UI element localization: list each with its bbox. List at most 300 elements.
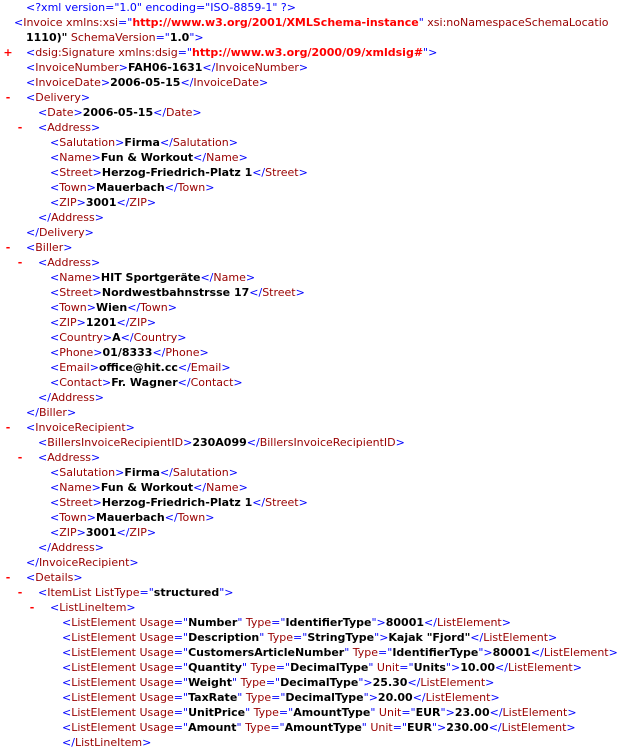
- xml-tag-name: Details: [35, 571, 74, 584]
- xml-attribute-name: Unit: [378, 706, 402, 719]
- xml-line-content: [26, 0, 296, 15]
- xml-bracket: <: [62, 721, 72, 734]
- xml-bracket: <: [26, 421, 36, 434]
- xml-bracket: >: [192, 106, 202, 119]
- billers-invoice-recipient-id-node: [0, 435, 642, 450]
- xml-line-content: [50, 315, 156, 330]
- xml-bracket: </: [38, 541, 51, 554]
- xml-tag-name: ListElement: [436, 616, 502, 629]
- xml-bracket: >: [183, 436, 193, 449]
- xml-bracket: </: [180, 76, 194, 89]
- xml-tag-name: InvoiceNumber: [215, 61, 299, 74]
- xml-tag-name: InvoiceDate: [193, 76, 259, 89]
- xml-text-value: 80001: [492, 646, 531, 659]
- xml-attribute-name: xsi:noNamespaceSchemaLocatio: [427, 16, 609, 29]
- xml-bracket: <: [62, 646, 72, 659]
- list-element-node: [0, 630, 642, 645]
- xml-tag-name: Town: [177, 511, 206, 524]
- xml-bracket: >: [86, 181, 96, 194]
- xml-line-content: [62, 720, 576, 735]
- collapse-toggle[interactable]: -: [5, 421, 11, 434]
- xml-text-value: office@hit.cc: [98, 361, 178, 374]
- xml-bracket: >: [199, 346, 209, 359]
- xml-tag-name: ListElement: [425, 691, 491, 704]
- biller-phone-node: [0, 345, 642, 360]
- xml-attribute-value: UnitPrice: [188, 706, 246, 719]
- xml-bracket: <: [50, 151, 60, 164]
- xml-text-value: A: [112, 331, 121, 344]
- xml-line-content: [38, 390, 104, 405]
- xml-attribute-name: ListType: [95, 586, 140, 599]
- xml-tag-name: ItemList: [47, 586, 92, 599]
- biller-contact-node: [0, 375, 642, 390]
- xml-tag-name: Salutation: [59, 466, 116, 479]
- delivery-street-node: [0, 165, 642, 180]
- xml-line-content: [50, 195, 156, 210]
- xml-tag-name: ListElement: [501, 721, 567, 734]
- xml-bracket: ": [241, 661, 251, 674]
- collapse-toggle[interactable]: -: [17, 121, 23, 134]
- list-element-node: [0, 675, 642, 690]
- xml-line-content: [62, 690, 500, 705]
- xml-attribute-value: AmountType: [284, 721, 362, 734]
- xml-bracket: >: [91, 481, 101, 494]
- xml-bracket: </: [407, 676, 421, 689]
- xml-attribute-value: structured: [153, 586, 220, 599]
- xml-attribute-value: http://www.w3.org/2000/09/xmldsig#: [191, 46, 424, 59]
- xml-tag-name: Email: [190, 361, 222, 374]
- xml-attribute-name: Unit: [370, 721, 393, 734]
- xml-tag-name: Delivery: [38, 226, 85, 239]
- list-line-item-partial: [0, 735, 642, 750]
- xml-text-value: Herzog-Friedrich-Platz 1: [101, 496, 253, 509]
- xml-bracket: =": [155, 31, 170, 44]
- collapse-toggle[interactable]: -: [5, 571, 11, 584]
- invoice-open-tag-continued: [0, 30, 642, 45]
- xml-bracket: </: [495, 661, 508, 674]
- xml-bracket: >: [86, 301, 96, 314]
- delivery-name-node: [0, 150, 642, 165]
- xml-text-value: 1110)": [26, 31, 68, 44]
- xml-tag-name: ListElement: [507, 661, 573, 674]
- xml-line-content: [62, 735, 151, 750]
- xml-bracket: </: [177, 376, 191, 389]
- xml-bracket: </: [120, 331, 134, 344]
- xml-bracket: >: [93, 346, 103, 359]
- xml-bracket: >: [437, 721, 447, 734]
- xml-attribute-name: Usage: [139, 691, 174, 704]
- xml-bracket: >: [102, 331, 113, 344]
- xml-bracket: <: [50, 376, 60, 389]
- xml-line-content: [26, 30, 204, 45]
- xml-text-value: 1201: [85, 316, 117, 329]
- xml-bracket: >: [146, 526, 157, 539]
- xml-bracket: </: [159, 466, 173, 479]
- xml-text-value: 01/8333: [102, 346, 153, 359]
- xml-tag-name: ListLineItem: [59, 601, 127, 614]
- xml-line-content: [62, 645, 618, 660]
- xml-bracket: </: [153, 106, 167, 119]
- xml-tag-name: ListElement: [483, 631, 549, 644]
- xml-line-content: [26, 420, 135, 435]
- xml-bracket: >: [86, 511, 96, 524]
- xml-text-value: 80001: [385, 616, 425, 629]
- xml-bracket: >: [94, 391, 104, 404]
- xml-bracket: </: [530, 646, 544, 659]
- xml-tag-name: Phone: [165, 346, 200, 359]
- xml-bracket: </: [252, 166, 266, 179]
- xml-bracket: >: [566, 721, 576, 734]
- xml-bracket: <: [50, 466, 60, 479]
- collapse-toggle[interactable]: [0, 15, 2, 30]
- xml-bracket: =": [278, 706, 294, 719]
- collapse-toggle[interactable]: -: [5, 91, 11, 104]
- xml-attribute-value: Weight: [188, 676, 232, 689]
- xml-line-content: [62, 705, 577, 720]
- details-node: [0, 570, 642, 585]
- xml-declaration: <?xml version="1.0" encoding="ISO-8859-1" ?>: [26, 1, 296, 14]
- xml-bracket: >: [84, 226, 94, 239]
- xml-bracket: >: [102, 376, 112, 389]
- xml-line-content: [62, 675, 494, 690]
- xml-bracket: >: [167, 301, 177, 314]
- xml-bracket: >: [259, 76, 269, 89]
- xml-bracket: <: [50, 496, 60, 509]
- xml-line-content: [50, 135, 238, 150]
- xml-bracket: ">: [423, 46, 438, 59]
- collapse-toggle[interactable]: -: [29, 601, 35, 614]
- xml-bracket: </: [489, 706, 503, 719]
- xml-attribute-name: Type: [253, 706, 279, 719]
- delivery-zip-node: [0, 195, 642, 210]
- xml-tag-name: Contact: [190, 376, 234, 389]
- xml-tag-name: Street: [59, 286, 93, 299]
- expand-toggle[interactable]: +: [3, 46, 13, 59]
- xml-line-content: [38, 105, 202, 120]
- xml-attribute-value: DecimalType: [280, 676, 359, 689]
- recipient-town-node: [0, 510, 642, 525]
- xml-attribute-name: Unit: [376, 661, 400, 674]
- xml-tag-name: Country: [133, 331, 178, 344]
- xml-bracket: </: [152, 346, 166, 359]
- xml-attribute-name: Type: [267, 631, 294, 644]
- xml-attribute-value: IdentifierType: [285, 616, 372, 629]
- xml-bracket: >: [73, 106, 83, 119]
- xml-line-content: [26, 60, 308, 75]
- xml-tag-name: ZIP: [129, 196, 147, 209]
- xml-bracket: </: [127, 301, 141, 314]
- xml-line-content: [26, 75, 268, 90]
- xml-attribute-value: IdentifierType: [392, 646, 479, 659]
- xml-bracket: =": [173, 616, 189, 629]
- xml-line-content: [50, 465, 238, 480]
- xml-bracket: <: [50, 331, 60, 344]
- xml-bracket: </: [38, 391, 51, 404]
- invoice-open-tag: [0, 15, 642, 30]
- xml-bracket: =": [265, 676, 281, 689]
- biller-town-node: [0, 300, 642, 315]
- xml-line-content: [26, 45, 437, 60]
- xml-tag-name: ListElement: [71, 721, 136, 734]
- xml-attribute-name: Type: [352, 646, 379, 659]
- xml-bracket: ": [440, 706, 446, 719]
- xml-tag-name: Name: [206, 481, 239, 494]
- xml-bracket: >: [125, 421, 135, 434]
- xml-tag-name: Street: [265, 496, 299, 509]
- xml-tag-name: ZIP: [59, 196, 77, 209]
- xml-tag-name: Biller: [38, 406, 67, 419]
- biller-close: [0, 405, 642, 420]
- xml-tag-name: Town: [59, 511, 87, 524]
- xml-bracket: >: [92, 286, 102, 299]
- xml-bracket: ": [374, 631, 380, 644]
- xml-line-content: [38, 210, 104, 225]
- xml-text-value: Fr. Wagner: [111, 376, 178, 389]
- xml-bracket: >: [118, 61, 128, 74]
- xml-text-value: 2006-05-15: [110, 76, 181, 89]
- xml-attribute-value: CustomersArticleNumber: [188, 646, 345, 659]
- xml-text-value: Nordwestbahnstrsse 17: [101, 286, 250, 299]
- xml-bracket: >: [94, 541, 104, 554]
- xml-text-value: Wien: [96, 301, 128, 314]
- xml-bracket: >: [363, 676, 373, 689]
- xml-text-value: 23.00: [454, 706, 490, 719]
- collapse-toggle[interactable]: -: [5, 241, 11, 254]
- xml-bracket: >: [126, 601, 136, 614]
- xml-bracket: </: [177, 361, 191, 374]
- xml-bracket: </: [424, 616, 437, 629]
- xml-attribute-value: Amount: [188, 721, 237, 734]
- xml-bracket: </: [249, 286, 263, 299]
- xml-tag-name: Name: [59, 481, 92, 494]
- xml-bracket: >: [233, 376, 243, 389]
- xml-bracket: >: [91, 151, 101, 164]
- xml-bracket: ": [237, 616, 246, 629]
- xml-bracket: >: [445, 706, 455, 719]
- xml-attribute-value: 1.0: [169, 31, 190, 44]
- xml-bracket: </: [26, 226, 39, 239]
- xml-line-content: [26, 225, 94, 240]
- xml-bracket: <: [62, 706, 72, 719]
- xml-line-content: [50, 300, 177, 315]
- xml-bracket: >: [142, 736, 152, 749]
- xml-bracket: <: [26, 241, 36, 254]
- xml-text-value: 10.00: [460, 661, 495, 674]
- xml-tag-name: Salutation: [59, 136, 116, 149]
- xml-bracket: =": [173, 691, 189, 704]
- biller-address-node: [0, 255, 642, 270]
- biller-node: [0, 240, 642, 255]
- xml-bracket: <: [38, 586, 48, 599]
- xml-line-content: [26, 570, 83, 585]
- xml-attribute-value: EUR: [407, 721, 432, 734]
- xml-bracket: </: [202, 61, 216, 74]
- xml-bracket: >: [115, 466, 125, 479]
- xml-line-content: [50, 345, 209, 360]
- list-element-node: [0, 690, 642, 705]
- xml-attribute-value: EUR: [415, 706, 441, 719]
- xml-bracket: ": [358, 676, 364, 689]
- xml-tag-name: InvoiceNumber: [35, 61, 119, 74]
- xml-bracket: >: [395, 436, 405, 449]
- xml-bracket: <: [50, 271, 60, 284]
- xml-tag-name: Street: [59, 496, 93, 509]
- xml-bracket: >: [238, 151, 248, 164]
- delivery-salutation-node: [0, 135, 642, 150]
- xml-tag-name: Email: [59, 361, 90, 374]
- xml-bracket: >: [92, 496, 102, 509]
- xml-tag-name: BillersInvoiceRecipientID: [259, 436, 396, 449]
- xml-bracket: >: [228, 136, 238, 149]
- xml-bracket: >: [295, 286, 305, 299]
- xml-bracket: >: [501, 616, 511, 629]
- xml-text-value: 3001: [85, 196, 117, 209]
- xml-bracket: </: [252, 496, 266, 509]
- xml-bracket: ": [361, 721, 367, 734]
- xml-tag-name: Address: [50, 391, 95, 404]
- list-element-node: [0, 645, 642, 660]
- xml-bracket: <: [50, 181, 60, 194]
- xml-bracket: </: [193, 151, 207, 164]
- xml-tag-name: ListElement: [71, 676, 136, 689]
- xml-bracket: >: [80, 91, 91, 104]
- xml-line-content: [50, 495, 308, 510]
- xml-tag-name: ListElement: [543, 646, 609, 659]
- xml-bracket: ": [368, 661, 374, 674]
- xml-attribute-value: AmountType: [293, 706, 371, 719]
- xml-bracket: ": [431, 721, 438, 734]
- xml-tag-name: Salutation: [172, 136, 229, 149]
- xml-bracket: >: [490, 691, 500, 704]
- xml-bracket: ": [245, 706, 254, 719]
- xml-bracket: =": [173, 631, 189, 644]
- xml-attribute-name: Type: [245, 616, 272, 629]
- collapse-toggle[interactable]: -: [17, 586, 23, 599]
- xml-bracket: >: [379, 631, 389, 644]
- xml-tag-name: ListElement: [71, 691, 136, 704]
- xml-bracket: >: [483, 646, 493, 659]
- xml-bracket: >: [91, 451, 101, 464]
- xml-bracket: >: [63, 241, 73, 254]
- xml-bracket: ": [370, 706, 376, 719]
- xml-bracket: =": [271, 616, 286, 629]
- xml-bracket: >: [450, 661, 461, 674]
- xml-bracket: <: [50, 481, 60, 494]
- xml-tag-name: ListElement: [502, 706, 568, 719]
- xml-attribute-name: Type: [245, 691, 272, 704]
- recipient-address-node: [0, 450, 642, 465]
- xml-bracket: >: [76, 526, 86, 539]
- xml-tag-name: Name: [213, 271, 246, 284]
- xml-bracket: =": [118, 16, 133, 29]
- collapse-toggle[interactable]: -: [17, 256, 23, 269]
- xml-bracket: </: [193, 481, 207, 494]
- biller-street-node: [0, 285, 642, 300]
- xml-attribute-value: StringType: [307, 631, 375, 644]
- xml-bracket: =": [271, 691, 286, 704]
- xml-tag-name: ListElement: [420, 676, 486, 689]
- xml-tag-name: ZIP: [129, 526, 147, 539]
- xml-bracket: >: [91, 256, 101, 269]
- xml-bracket: =": [293, 631, 308, 644]
- xml-bracket: ": [237, 691, 246, 704]
- xml-tag-name: InvoiceRecipient: [38, 556, 130, 569]
- xml-bracket: <: [38, 451, 48, 464]
- xml-bracket: >: [376, 616, 386, 629]
- xml-tag-name: Biller: [35, 241, 64, 254]
- xml-bracket: >: [100, 76, 111, 89]
- xml-attribute-name: Type: [240, 676, 266, 689]
- xml-tag-name: Street: [262, 286, 296, 299]
- xml-bracket: </: [26, 406, 39, 419]
- xml-bracket: >: [89, 361, 99, 374]
- xml-bracket: =": [177, 46, 192, 59]
- xml-tag-name: InvoiceDate: [35, 76, 101, 89]
- xml-bracket: >: [485, 676, 495, 689]
- xml-bracket: >: [205, 181, 215, 194]
- xml-text-value: Firma: [124, 466, 160, 479]
- xml-bracket: =": [139, 586, 154, 599]
- xml-line-content: [50, 600, 136, 615]
- xml-bracket: >: [298, 61, 309, 74]
- xml-attribute-value: Number: [188, 616, 238, 629]
- signature-node: [0, 45, 642, 60]
- xml-bracket: >: [115, 136, 125, 149]
- xml-line-content: [50, 525, 156, 540]
- biller-name-node: [0, 270, 642, 285]
- xml-bracket: <: [62, 616, 72, 629]
- xml-bracket: =": [173, 676, 189, 689]
- xml-text-value: 20.00: [377, 691, 413, 704]
- xml-attribute-value: DecimalType: [290, 661, 369, 674]
- collapse-toggle[interactable]: -: [17, 451, 23, 464]
- xml-line-content: [38, 435, 405, 450]
- xml-tag-name: Street: [265, 166, 299, 179]
- invoice-recipient-node: [0, 420, 642, 435]
- xml-bracket: </: [470, 631, 484, 644]
- xml-bracket: ": [445, 661, 451, 674]
- xml-tag-name: Name: [206, 151, 239, 164]
- xml-bracket: </: [159, 136, 173, 149]
- xml-tag-name: InvoiceRecipient: [35, 421, 126, 434]
- xml-bracket: =": [275, 661, 291, 674]
- xml-bracket: >: [245, 271, 256, 284]
- xml-line-content: [50, 330, 187, 345]
- xml-tag-name: Phone: [59, 346, 94, 359]
- xml-text-value: 2006-05-15: [82, 106, 154, 119]
- xml-tag-name: ZIP: [59, 526, 77, 539]
- xml-text-value: Mauerbach: [96, 181, 165, 194]
- xml-attribute-value: DecimalType: [285, 691, 364, 704]
- xml-bracket: </: [116, 526, 130, 539]
- xml-bracket: >: [146, 196, 157, 209]
- xml-bracket: >: [572, 661, 582, 674]
- xml-tag-name: ListElement: [71, 616, 136, 629]
- xml-bracket: ": [371, 616, 377, 629]
- xml-bracket: <: [38, 121, 48, 134]
- xml-attribute-name: xmlns:xsi: [66, 16, 119, 29]
- xml-tag-name: Address: [47, 121, 92, 134]
- xml-bracket: <: [50, 601, 60, 614]
- xml-tag-name: ListElement: [71, 646, 136, 659]
- xml-tag-name: Salutation: [172, 466, 229, 479]
- xml-attribute-name: Usage: [139, 616, 174, 629]
- xml-bracket: <: [50, 346, 60, 359]
- xml-bracket: =": [401, 706, 416, 719]
- xml-bracket: <: [38, 256, 48, 269]
- xml-line-content: [26, 90, 90, 105]
- xml-tag-name: Name: [59, 151, 92, 164]
